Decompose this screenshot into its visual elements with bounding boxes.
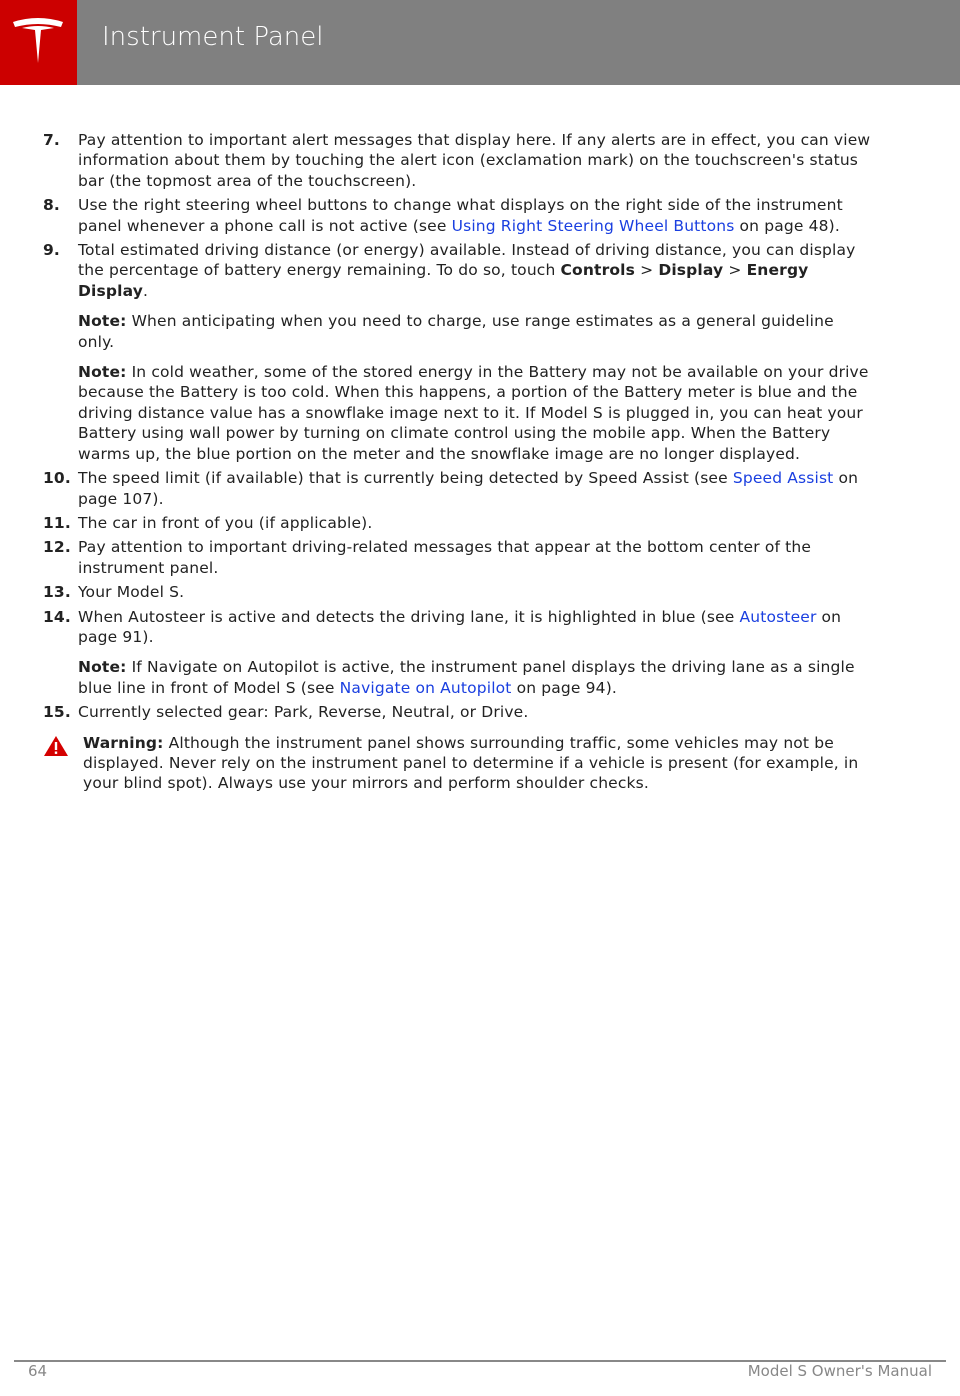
- page-header: [0, 0, 960, 85]
- text: In cold weather, some of the stored energy in the Battery may not be available on your drive because the Battery is too cold. When this happens, a portion of the Battery meter is blue and the driving distance value has a snowflake image next to it. If Model S is plugged in, you can heat your Battery using wall power by turning on climate control using the mobile app. When the Battery warms up, the blue portion on the meter and the snowflake image are no longer displayed.: [78, 363, 869, 463]
- item-number: 13.: [43, 583, 71, 602]
- tesla-logo: [0, 0, 77, 85]
- bold-text: Note:: [78, 312, 127, 331]
- item-number: 15.: [43, 703, 71, 722]
- item-number: 7.: [43, 131, 60, 149]
- item-number: 14.: [43, 607, 71, 626]
- item-number: 11.: [43, 513, 71, 532]
- text: >: [635, 261, 659, 280]
- text: Total estimated driving distance (or energy) available. Instead of driving distance, you can display the percentage of battery energy remaining. To do so, touch: [78, 241, 856, 280]
- bold-text: Note:: [78, 658, 127, 677]
- cross-reference-link[interactable]: Speed Assist: [732, 469, 834, 488]
- list-item: [43, 468, 873, 509]
- text: Although the instrument panel shows surrounding traffic, some vehicles may not be displayed. Never rely on the instrument panel to determine if a vehicle is present (for example, in your blind spot). Always use your mirrors and perform shoulder checks.: [83, 733, 859, 793]
- bold-text: Note:: [78, 363, 127, 382]
- text: on page 91).: [78, 607, 842, 646]
- text: The car in front of you (if applicable).: [78, 513, 373, 532]
- text: Currently selected gear: Park, Reverse, Neutral, or Drive.: [78, 703, 529, 722]
- text: When Autosteer is active and detects the driving lane, it is highlighted in blue (see: [78, 607, 740, 626]
- bold-text: Energy Display: [78, 261, 809, 300]
- list-item: [43, 582, 873, 602]
- text: on page 48).: [734, 216, 840, 235]
- text: on page 107).: [78, 469, 859, 508]
- list-item: [43, 607, 873, 648]
- page-number: 64: [28, 1362, 48, 1380]
- list-item: [43, 130, 873, 191]
- note: [43, 657, 873, 698]
- list-item: [43, 240, 873, 301]
- text: Pay attention to important alert messages that display here. If any alerts are in effect, you can view information about them by touching the alert icon (exclamation mark) on the touchscreen's status bar (the topmost area of the touchscreen).: [78, 131, 871, 190]
- item-number: 8.: [43, 196, 60, 215]
- text: Pay attention to important driving-related messages that appear at the bottom center of the instrument panel.: [78, 538, 812, 577]
- warning: [43, 733, 873, 794]
- document-body: [43, 130, 873, 794]
- warning-icon: [43, 735, 69, 757]
- text: .: [142, 281, 149, 300]
- item-number: 9.: [43, 241, 60, 260]
- text: Your Model S.: [78, 583, 185, 602]
- tesla-logo-icon: [10, 16, 66, 64]
- bold-text: Controls: [560, 261, 636, 280]
- text: When anticipating when you need to charge, use range estimates as a general guideline only.: [78, 312, 834, 351]
- text: on page 94).: [511, 678, 617, 697]
- page-title: Instrument Panel: [102, 22, 324, 52]
- text: If Navigate on Autopilot is active, the instrument panel displays the driving lane as a single blue line in front of Model S (see: [78, 658, 855, 697]
- text: Use the right steering wheel buttons to change what displays on the right side of the instrument panel whenever a phone call is not active (see: [78, 196, 843, 235]
- bold-text: Warning:: [83, 733, 164, 752]
- bold-text: Display: [658, 261, 724, 280]
- text: >: [723, 261, 747, 280]
- cross-reference-link[interactable]: Using Right Steering Wheel Buttons: [451, 216, 735, 235]
- note: [43, 362, 873, 464]
- text: The speed limit (if available) that is currently being detected by Speed Assist (see: [78, 469, 733, 488]
- list-item: [43, 537, 873, 578]
- list-item: [43, 195, 873, 236]
- item-number: 10.: [43, 469, 71, 488]
- list-item: [43, 702, 873, 722]
- cross-reference-link[interactable]: Autosteer: [739, 607, 817, 626]
- manual-title: Model S Owner's Manual: [747, 1362, 932, 1380]
- list-item: [43, 513, 873, 533]
- item-number: 12.: [43, 538, 71, 557]
- cross-reference-link[interactable]: Navigate on Autopilot: [339, 678, 512, 697]
- note: [43, 311, 873, 352]
